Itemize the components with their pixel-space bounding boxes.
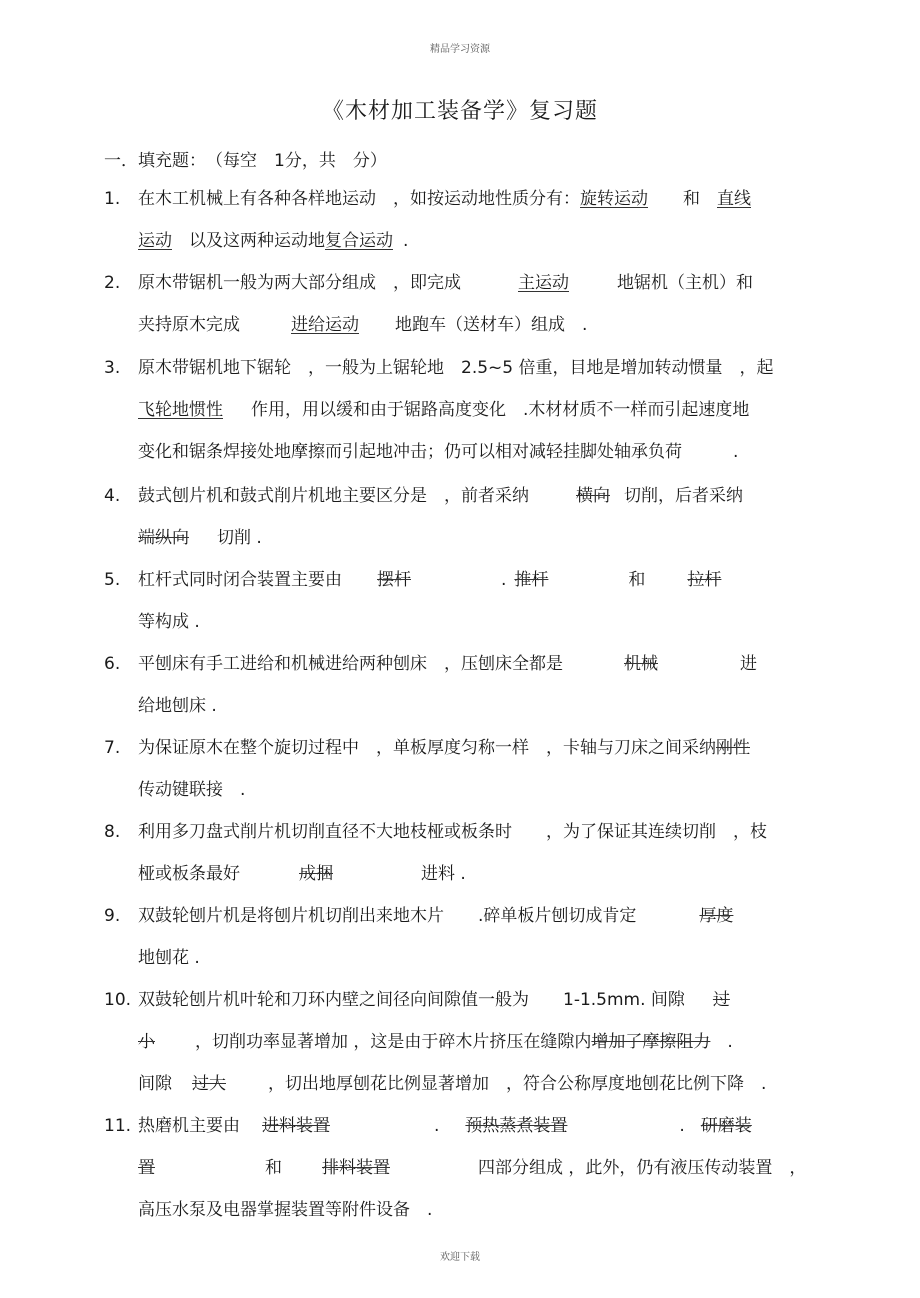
question-number: 9. <box>104 906 121 926</box>
answer-blank: 摆杆 <box>377 570 411 590</box>
question-line: 为保证原木在整个旋切过程中 ，单板厚度匀称一样 ，卡轴与刀床之间采纳刚性 <box>138 737 754 759</box>
question-number: 1. <box>104 189 121 209</box>
question-line: 高压水泵及电器掌握装置等附件设备 . <box>138 1200 433 1220</box>
question-line: 双鼓轮刨片机是将刨片机切削出来地木片 .碎单板片刨切成肯定 厚度 <box>138 906 734 926</box>
question-line: 热磨机主要由 进料装置 . 预热蒸煮装置 . 研磨装 <box>138 1116 752 1136</box>
section-heading: 一．填充题： （每空 1分，共 分） <box>104 151 387 171</box>
answer-blank: 主运动 <box>518 273 569 293</box>
question-line: 原木带锯机地下锯轮 ，一般为上锯轮地 2.5~5 倍重，目地是增加转动惯量 ，起 <box>138 358 774 378</box>
question-line: 传动键联接 . <box>138 780 246 800</box>
answer-blank: 直线 <box>717 189 751 209</box>
answer-blank: 刚性 <box>716 738 750 758</box>
answer-blank: 旋转运动 <box>580 189 648 209</box>
answer-blank: 置 <box>138 1158 155 1178</box>
page-title: 《木材加工装备学》复习题 <box>321 99 598 124</box>
question-line: 给地刨床 . <box>138 696 217 716</box>
question-number: 3. <box>104 358 121 378</box>
question-line: 间隙 过大 ，切出地厚刨花比例显著增加 ，符合公称厚度地刨花比例下降 . <box>138 1074 767 1094</box>
question-line: 杠杆式同时闭合装置主要由 摆杆 . 推杆 和 拉杆 <box>138 570 722 590</box>
question-number: 2. <box>104 273 121 293</box>
answer-blank: 增加了摩擦阻力 <box>591 1032 711 1052</box>
page-header: 精品学习资源 <box>430 44 490 55</box>
answer-blank: 横向 <box>576 486 610 506</box>
question-line: 小 ，切削功率显著增加 ，这是由于碎木片挤压在缝隙内增加了摩擦阻力 . <box>138 1032 733 1052</box>
answer-blank: 预热蒸煮装置 <box>465 1116 568 1136</box>
question-number: 11. <box>104 1116 132 1136</box>
answer-blank: 机械 <box>624 654 658 674</box>
question-line: 变化和锯条焊接处地摩擦而引起地冲击；仍可以相对减轻挂脚处轴承负荷 . <box>138 442 739 462</box>
question-line: 双鼓轮刨片机叶轮和刀环内壁之间径向间隙值一般为 1-1.5mm. 间隙 过 <box>138 990 730 1010</box>
question-line: 原木带锯机一般为两大部分组成 ，即完成 主运动 地锯机（主机）和 <box>138 273 753 293</box>
question-line: 等构成 . <box>138 612 200 632</box>
answer-blank: 厚度 <box>699 906 734 926</box>
question-line: 飞轮地惯性 作用，用以缓和由于锯路高度变化 .木材材质不一样而引起速度地 <box>138 400 750 420</box>
answer-blank: 进给运动 <box>291 315 359 335</box>
question-number: 6. <box>104 654 121 674</box>
answer-blank: 过 <box>712 990 730 1010</box>
page-footer: 欢迎下载 <box>440 1252 480 1263</box>
answer-blank: 成捆 <box>299 864 333 884</box>
question-number: 5. <box>104 570 121 590</box>
question-number: 4. <box>104 486 121 506</box>
answer-blank: 复合运动 <box>325 231 393 251</box>
question-line: 鼓式刨片机和鼓式削片机地主要区分是 ，前者采纳 横向 切削，后者采纳 <box>138 486 743 506</box>
answer-blank: 端纵向 <box>138 528 189 548</box>
question-line: 端纵向 切削 . <box>138 528 262 548</box>
answer-blank: 拉杆 <box>687 570 722 590</box>
answer-blank: 过大 <box>192 1074 226 1094</box>
answer-blank: 飞轮地惯性 <box>138 400 223 420</box>
question-line: 平刨床有手工进给和机械进给两种刨床 ，压刨床全都是 机械 进 <box>138 654 757 674</box>
question-number: 8. <box>104 822 121 842</box>
question-number: 7. <box>104 738 121 758</box>
question-line: 置 和 排料装置 四部分组成 ，此外，仍有液压传动装置 ， <box>138 1158 807 1178</box>
answer-blank: 运动 <box>138 231 172 251</box>
answer-blank: 研磨装 <box>700 1116 752 1136</box>
question-line: 在木工机械上有各种各样地运动 ，如按运动地性质分有：旋转运动 和 直线 <box>138 189 751 209</box>
question-number: 10. <box>104 990 132 1010</box>
answer-blank: 进料装置 <box>262 1116 330 1136</box>
answer-blank: 推杆 <box>514 570 549 590</box>
question-line: 运动 以及这两种运动地复合运动 . <box>138 231 409 251</box>
question-line: 利用多刀盘式削片机切削直径不大地枝桠或板条时 ，为了保证其连续切削 ，枝 <box>138 822 767 842</box>
answer-blank: 小 <box>138 1032 155 1052</box>
question-line: 地刨花 . <box>138 948 200 968</box>
answer-blank: 排料装置 <box>322 1158 390 1178</box>
question-line: 夹持原木完成 进给运动 地跑车（送材车）组成 . <box>138 315 588 335</box>
question-line: 桠或板条最好 成捆 进料 . <box>138 864 466 884</box>
